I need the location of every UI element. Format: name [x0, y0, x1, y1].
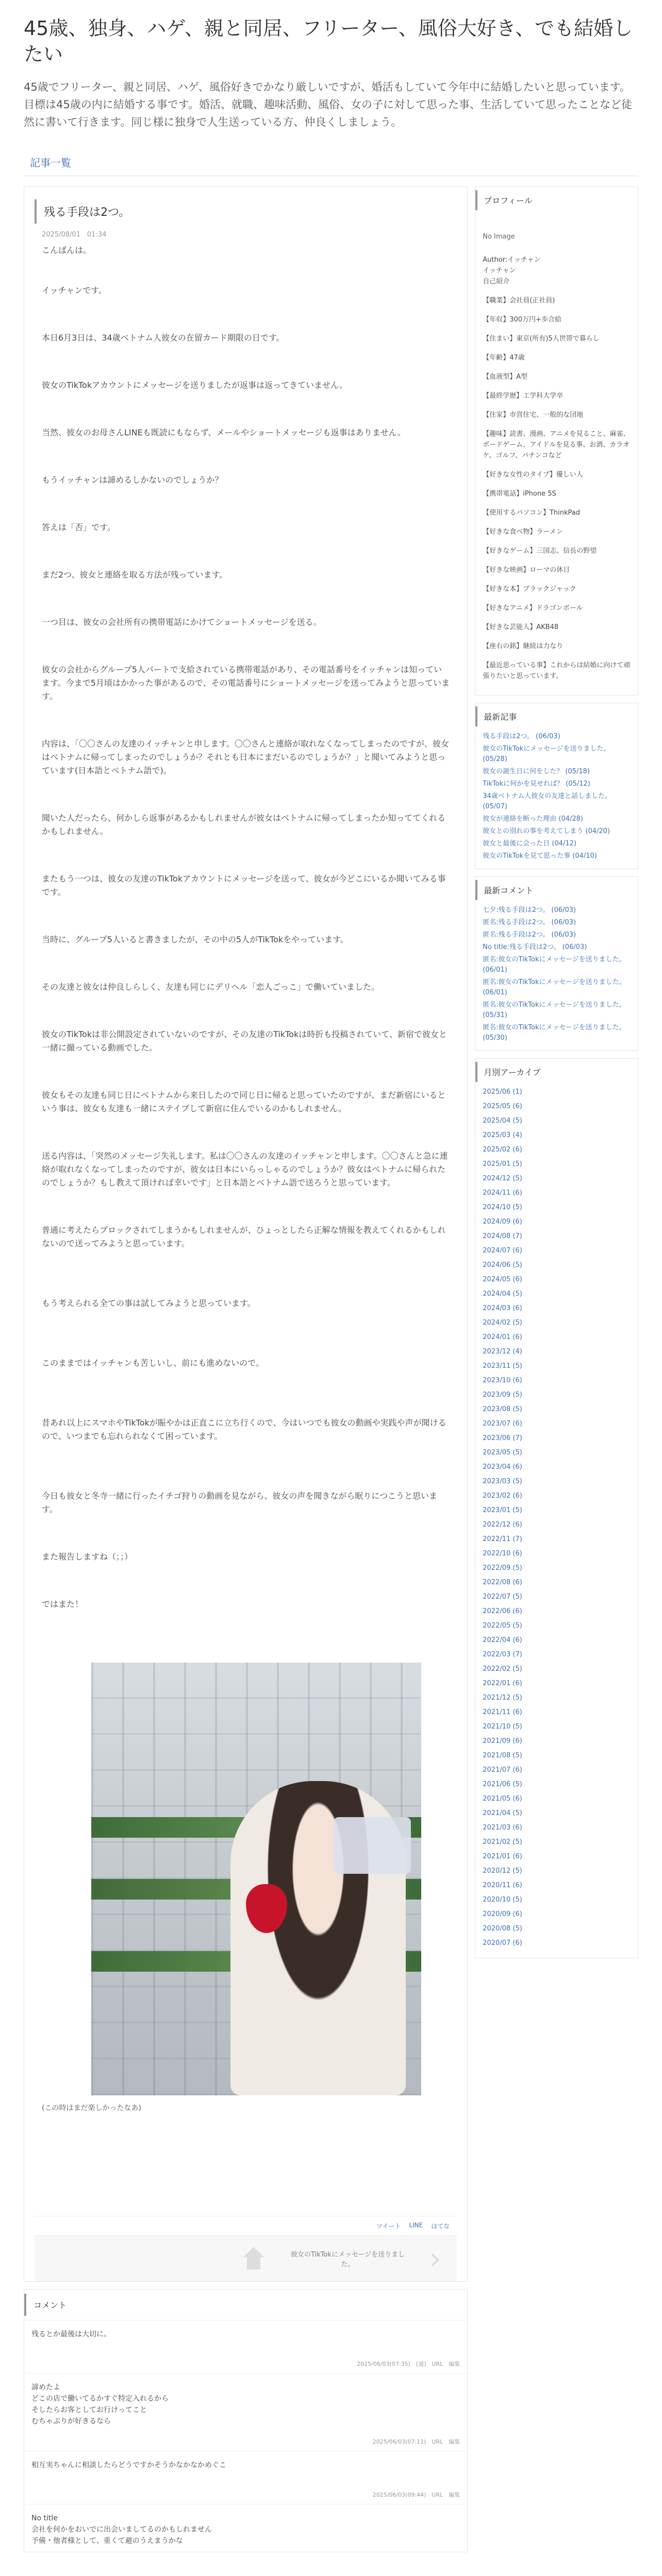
profile-item: 【職業】会社員(正社員) [483, 297, 555, 304]
article-pager [35, 2235, 457, 2281]
profile-item: 【好きなアニメ】ドラゴンボール [483, 604, 583, 612]
profile-item: 【好きな食べ物】ラーメン [483, 528, 563, 536]
archive-month-link[interactable]: 2023/09 (5) [483, 1391, 522, 1399]
comment-body: 相互実ちゃんに相談したらどうですかそうかなかなかめぐこ [31, 2461, 226, 2469]
archive-month-link[interactable]: 2024/05 (6) [483, 1276, 522, 1283]
profile-item: 【好きな芸能人】AKB48 [483, 623, 559, 631]
comments-title: コメント [24, 2294, 467, 2316]
archive-title: 月別アーカイブ [475, 1062, 638, 1082]
share-hatena-button[interactable]: はてな [431, 2223, 450, 2230]
archive-month-link[interactable]: 2020/12 (5) [483, 1867, 522, 1875]
article-list-link[interactable]: 記事一覧 [30, 157, 71, 169]
archive-month-link[interactable]: 2023/11 (5) [483, 1362, 522, 1370]
comment-meta: 2025/06/03(07:11) URL 編集 [372, 2438, 460, 2445]
archive-month-link[interactable]: 2023/12 (4) [483, 1348, 522, 1355]
article-title[interactable]: 残る手段は2つ。 [35, 199, 457, 224]
archive-month-link[interactable]: 2021/08 (5) [483, 1752, 522, 1759]
recent-comments-title: 最新コメント [475, 880, 638, 900]
archive-month-link[interactable]: 2021/07 (6) [483, 1766, 522, 1774]
archive-month-link[interactable]: 2021/09 (6) [483, 1737, 522, 1745]
face-blur [334, 1817, 411, 1874]
recent-articles-title: 最新記事 [475, 706, 638, 726]
article-paragraph: 答えは「否」です。 [42, 522, 115, 532]
recent-article-link[interactable]: TikTokに何かを見せれば？ (05/12) [483, 780, 590, 788]
next-article-link[interactable]: 彼女のTikTokにメッセージを送りました。 [291, 2251, 405, 2268]
article [24, 187, 468, 2282]
archive-month-link[interactable]: 2022/09 (5) [483, 1564, 522, 1572]
profile-title: プロフィール [475, 190, 638, 210]
comment-item [24, 2504, 467, 2552]
archive-month-link[interactable]: 2023/08 (5) [483, 1405, 522, 1413]
profile-item: 【座右の銘】継続は力なり [483, 642, 564, 650]
site-description: 45歳でフリーター、親と同居、ハゲ、風俗好きでかなり厳しいですが、婚活もしていて今年中に結婚したいと思っています。目標は45歳の内に結婚する事です。婚活、就職、趣味活動、風俗、女の子に対して思った事、生活していて思ったことなど徒然に書いて行きます。同じ様に独身で人生送っている方、仲良くしましょう。 [24, 81, 633, 128]
archive-month-link[interactable]: 2021/04 (5) [483, 1809, 522, 1817]
recent-comment-link[interactable]: 七夕:残る手段は2つ。 (06/03) [483, 906, 576, 914]
archive-month-link[interactable]: 2024/01 (6) [483, 1333, 522, 1341]
comment-meta: 2025/06/03(07:35) [通] URL 編集 [357, 2361, 460, 2367]
article-paragraph: また報告しますね（；；） [42, 1552, 133, 1562]
profile-item: 【趣味】読書、漫画、アニメを見ること、麻雀、ボードゲーム、アイドルを見る事、お酒、カラオケ、ゴルフ、パチンコなど [483, 430, 630, 460]
strawberry-photo[interactable] [91, 1663, 421, 2095]
profile-author: Author:イッチャン イッチャン 自己紹介 [483, 256, 541, 285]
archive-month-link[interactable]: 2020/08 (5) [483, 1925, 522, 1933]
archive-month-link[interactable]: 2025/04 (5) [483, 1117, 522, 1125]
archive-month-link[interactable]: 2025/01 (5) [483, 1160, 522, 1168]
share-tweet-button[interactable]: ツイート [376, 2223, 401, 2230]
archive-month-link[interactable]: 2023/06 (7) [483, 1434, 522, 1442]
article-paragraph: 当然、彼女のお母さんLINEも既読にもならず、メールやショートメッセージも返事はありません。 [42, 428, 406, 437]
archive-month-link[interactable]: 2025/05 (6) [483, 1103, 522, 1110]
recent-comment-link[interactable]: 匿名:彼女のTikTokにメッセージを送りました。 (05/30) [483, 1024, 626, 1042]
home-icon[interactable] [241, 2247, 267, 2270]
article-paragraph: またもう一つは、彼女の友達のTikTokアカウントにメッセージを送って、彼女が今どこにいるか聞いてみる事です。 [42, 874, 446, 897]
archive-month-link[interactable]: 2021/10 (5) [483, 1723, 522, 1731]
archive-month-link[interactable]: 2022/04 (6) [483, 1636, 522, 1644]
recent-article-link[interactable]: 残る手段は2つ。 (06/03) [483, 733, 560, 740]
archive-month-link[interactable]: 2023/01 (5) [483, 1506, 522, 1514]
profile-item: 【最近思っている事】これからは結婚に向けて頑張りたいと思っています。 [483, 662, 631, 680]
archive-month-link[interactable]: 2022/02 (5) [483, 1665, 522, 1673]
profile-item: 【最終学歴】工学科大学卒 [483, 392, 564, 400]
recent-comment-link[interactable]: 匿名:残る手段は2つ。 (06/03) [483, 919, 576, 926]
comment-item [24, 2451, 467, 2504]
recent-comment-link[interactable]: 匿名:彼女のTikTokにメッセージを送りました。 (05/31) [483, 1001, 626, 1019]
top-nav [24, 151, 638, 176]
share-line-button[interactable]: LINE [409, 2222, 423, 2229]
recent-article-link[interactable]: 彼女のTikTokにメッセージを送りました。 (05/28) [483, 745, 610, 763]
archive-month-link[interactable]: 2022/03 (7) [483, 1651, 522, 1658]
recent-article-link[interactable]: 彼女と最後に会った日 (04/12) [483, 840, 576, 848]
archive-widget [475, 1058, 638, 1958]
archive-month-link[interactable]: 2021/01 (6) [483, 1853, 522, 1860]
archive-month-link[interactable]: 2021/06 (5) [483, 1781, 522, 1788]
archive-month-link[interactable]: 2025/03 (4) [483, 1131, 522, 1139]
archive-month-link[interactable]: 2022/11 (7) [483, 1535, 522, 1543]
archive-month-link[interactable]: 2021/05 (6) [483, 1795, 522, 1803]
archive-month-link[interactable]: 2024/03 (6) [483, 1304, 522, 1312]
archive-month-link[interactable]: 2022/12 (6) [483, 1521, 522, 1529]
article-paragraph: その友達と彼女は仲良しらしく、友達も同じにデリヘル「恋人ごっこ」で働いていました。 [42, 982, 380, 992]
article-paragraph: 今日も彼女と冬寺一緒に行ったイチゴ狩りの動画を見ながら、彼女の声を聞きながら眠りにつこうと思います。 [42, 1491, 438, 1514]
archive-month-link[interactable]: 2024/11 (6) [483, 1189, 522, 1197]
archive-month-link[interactable]: 2024/06 (5) [483, 1261, 522, 1269]
profile-item: 【好きな女性のタイプ】優しい人 [483, 471, 583, 479]
comment-body: No title 会社を何かをおいでに出会いましてるのかもしれません 予備・他者様として、重くて避のうえまうかな [31, 2514, 212, 2545]
profile-item: 【住家】市営住宅、一般的な団地 [483, 411, 584, 419]
article-paragraph: もう考えられる全ての事は試してみようと思っています。 [42, 1298, 256, 1308]
recent-comment-link[interactable]: 匿名:彼女のTikTokにメッセージを送りました。 (06/01) [483, 956, 626, 974]
site-title[interactable]: 45歳、独身、ハゲ、親と同居、フリーター、風俗大好き、でも結婚したい [24, 17, 633, 65]
archive-month-link[interactable]: 2023/05 (5) [483, 1449, 522, 1456]
recent-comment-link[interactable]: 匿名:残る手段は2つ。 (06/03) [483, 931, 576, 939]
article-paragraph: 本日6月3日は、34歳ベトナム人彼女の在留カード期限の日です。 [42, 333, 285, 343]
sidebar [475, 187, 638, 2552]
article-paragraph: 当時に、グループ5人いると書きましたが、その中の5人がTikTokをやっています。 [42, 935, 349, 944]
archive-month-link[interactable]: 2023/10 (6) [483, 1377, 522, 1384]
archive-month-link[interactable]: 2024/02 (5) [483, 1319, 522, 1327]
archive-month-link[interactable]: 2022/01 (6) [483, 1680, 522, 1687]
archive-month-link[interactable]: 2024/07 (6) [483, 1247, 522, 1255]
chevron-right-icon[interactable]: › [429, 2241, 442, 2277]
archive-month-link[interactable]: 2023/04 (6) [483, 1463, 522, 1471]
recent-article-link[interactable]: 彼女との別れの事を考えてしまう (04/20) [483, 827, 610, 835]
profile-item: 【年収】300万円+歩合給 [483, 316, 561, 324]
article-paragraph: 彼女もその友達も同じ日にベトナムから来日したので同じ日に帰ると思っていたのですが、まだ新宿にいるという事は、彼女も友達も一緒にステイプして新宿に住んでいるのかもしれません。 [42, 1090, 446, 1113]
archive-month-link[interactable]: 2022/07 (5) [483, 1593, 522, 1601]
article-paragraph: 内容は、「〇〇さんの友達のイッチャンと申します。〇〇さんと連絡が取れなくなってしまったのですが、彼女はベトナムに帰ってしまったのでしょうか？それとも日本にまだいるのでしょうか？」と聞いてみようと思っています(日本語とベトナム語で)。 [42, 739, 449, 775]
archive-month-link[interactable]: 2025/02 (6) [483, 1146, 522, 1154]
recent-articles-widget [475, 703, 638, 869]
comment-item [24, 2320, 467, 2373]
article-date: 2025/08/01 01:34 [42, 231, 107, 239]
archive-month-link[interactable]: 2020/09 (6) [483, 1910, 522, 1918]
article-paragraph: ではまた！ [42, 1599, 84, 1609]
profile-image-placeholder: No Image [483, 232, 515, 241]
archive-month-link[interactable]: 2022/06 (6) [483, 1607, 522, 1615]
article-paragraph: 普通に考えたらブロックされてしまうかもしれませんが、ひょっとしたら正解な情報を教えてくれるかもしれないので送ってみようと思っています。 [42, 1225, 446, 1248]
site-header [0, 0, 662, 176]
profile-item: 【好きな本】ブラックジャック [483, 585, 576, 593]
profile-item: 【使用するパソコン】ThinkPad [483, 509, 581, 517]
archive-month-link[interactable]: 2024/10 (5) [483, 1204, 522, 1211]
article-paragraph: もうイッチャンは諦めるしかないのでしょうか？ [42, 475, 223, 485]
article-paragraph: 彼女のTikTokは非公開設定されていないのですが、その友達のTikTokは時折も投稿されていて、新宿で彼女と一緒に撮っている動画でした。 [42, 1029, 447, 1053]
archive-month-link[interactable]: 2025/06 (1) [483, 1088, 522, 1096]
archive-month-link[interactable]: 2022/05 (5) [483, 1622, 522, 1630]
recent-article-link[interactable]: 彼女のTikTokを見て思った事 (04/10) [483, 852, 597, 860]
comment-item [24, 2373, 467, 2451]
article-paragraph: 一つ目は、彼女の会社所有の携帯電話にかけてショートメッセージを送る。 [42, 617, 322, 627]
profile-item: 【好きな映画】ローマの休日 [483, 566, 570, 574]
archive-month-link[interactable]: 2021/12 (5) [483, 1694, 522, 1702]
archive-month-link[interactable]: 2023/03 (5) [483, 1478, 522, 1485]
recent-article-link[interactable]: 34歳ベトナム人彼女の友達と話しました。 (05/07) [483, 792, 612, 810]
article-paragraph: まだ2つ、彼女と連絡を取る方法が残っています。 [42, 570, 228, 580]
comment-body: 残るとか最後は大切に。 [31, 2330, 111, 2338]
archive-month-link[interactable]: 2023/07 (6) [483, 1420, 522, 1428]
profile-item: 【年齢】47歳 [483, 354, 525, 362]
archive-month-link[interactable]: 2024/04 (5) [483, 1290, 522, 1298]
comments-section [24, 2289, 468, 2552]
archive-month-link[interactable]: 2023/02 (6) [483, 1492, 522, 1500]
article-paragraph: 送る内容は、「突然のメッセージ失礼します。私は〇〇さんの友達のイッチャンと申します。〇〇さんと急に連絡が取れなくなってしまったのですが、彼女は日本にいらっしゃるのでしょうか？彼女はベトナムに帰られたのでしょうか？もし教えて頂ければ幸いです」と日本語とベトナム語で送ろうと思っています。 [42, 1151, 448, 1188]
archive-month-link[interactable]: 2021/02 (5) [483, 1838, 522, 1846]
archive-month-link[interactable]: 2024/08 (7) [483, 1232, 522, 1240]
profile-item: 【血液型】A型 [483, 373, 528, 381]
archive-month-link[interactable]: 2021/11 (6) [483, 1708, 522, 1716]
recent-article-link[interactable]: 彼女の誕生日に何をした？ (05/18) [483, 768, 590, 775]
archive-month-link[interactable]: 2020/11 (6) [483, 1882, 522, 1889]
share-row [35, 2216, 457, 2235]
recent-comment-link[interactable]: 匿名:彼女のTikTokにメッセージを送りました。 (06/01) [483, 978, 626, 996]
profile-widget [475, 187, 638, 696]
archive-month-link[interactable]: 2024/09 (6) [483, 1218, 522, 1226]
archive-month-link[interactable]: 2024/12 (5) [483, 1175, 522, 1182]
archive-month-link[interactable]: 2020/07 (6) [483, 1939, 522, 1947]
comment-body: 諦めたよ どこの店で働いてるかすぐ特定入れるから そしたらお客としてお行けってこと むちゃぶりが好きるなら [31, 2383, 169, 2426]
recent-article-link[interactable]: 彼女が連絡を断った理由 (04/28) [483, 815, 583, 823]
comment-meta: 2025/06/03(09:44) URL 編集 [372, 2492, 460, 2498]
article-paragraph: 聞いた人だったら、何かしら返事があるかもしれませんが彼女はベトナムに帰ってしまったか知っててくれるかもしれません。 [42, 813, 446, 836]
archive-month-link[interactable]: 2021/03 (6) [483, 1824, 522, 1832]
profile-item: 【好きなゲーム】三国志、信長の野望 [483, 547, 597, 555]
recent-comments-widget [475, 876, 638, 1051]
photo-caption: (この時はまだ楽しかったなあ) [42, 2104, 141, 2112]
profile-item: 【住まい】東京(所有)5人世帯で暮らし [483, 335, 600, 343]
article-paragraph: 彼女のTikTokアカウントにメッセージを送りましたが返事は返ってきていません。 [42, 380, 347, 390]
archive-month-link[interactable]: 2020/10 (5) [483, 1896, 522, 1904]
profile-item: 【携帯電話】iPhone 5S [483, 490, 556, 498]
archive-month-link[interactable]: 2022/08 (6) [483, 1579, 522, 1586]
article-paragraph: イッチャンです。 [42, 285, 107, 295]
recent-comment-link[interactable]: No title:残る手段は2つ。 (06/03) [483, 943, 587, 951]
article-paragraph: 昔あれ以上にスマホやTikTokが賑やかは正直こに立ち行くので、今はいつでも彼女の動画や実践や声が聞けるので、いつまでも忘れられなくて困っています。 [42, 1418, 446, 1441]
article-paragraph: こんばんは。 [42, 245, 92, 255]
archive-month-link[interactable]: 2022/10 (6) [483, 1550, 522, 1557]
article-paragraph: 彼女の会社からグループ5人パートで支給されている携帯電話があり、その電話番号をイッチャンは知っています。今まで5月頃はかかった事があるので、その電話番号にショートメッセージを送ってみようと思っています。 [42, 665, 450, 701]
main-column [24, 187, 468, 2552]
article-paragraph: このままではイッチャンも苦しいし、前にも進めないので。 [42, 1358, 264, 1368]
